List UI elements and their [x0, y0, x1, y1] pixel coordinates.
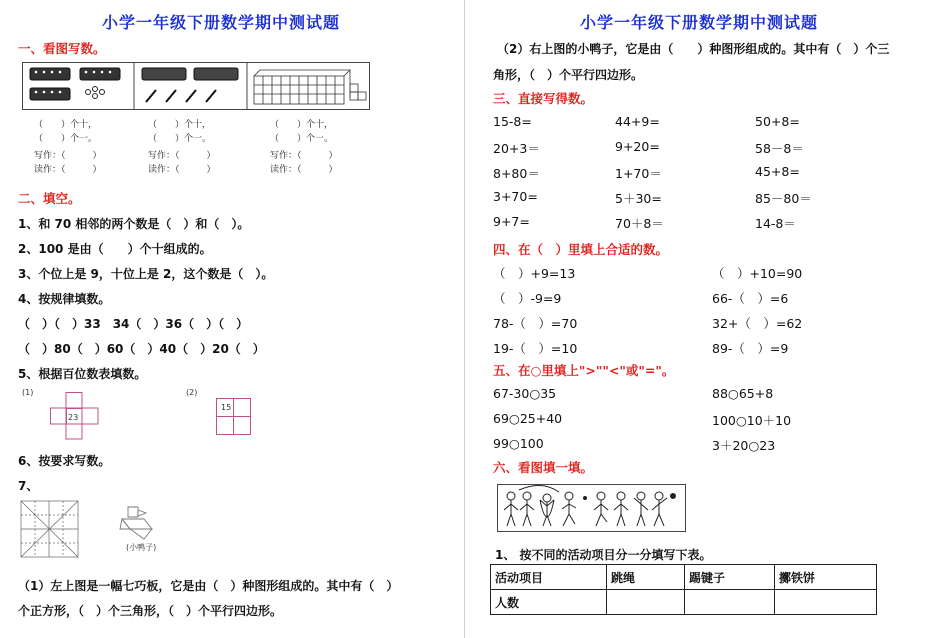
calc-r2c3: 58－8＝	[755, 141, 804, 156]
section-1-heading: 一、看图写数。	[18, 41, 106, 56]
calc-r5c1: 9+7=	[493, 214, 530, 229]
table-header-shuttlecock: 踢键子	[685, 565, 775, 590]
g1-ones: （ ）个一。	[34, 134, 98, 144]
fill-q4-seq2: （ ）80（ ）60（ ）40（ ）20（ ）	[18, 342, 265, 356]
table-cell-jump-rope-count[interactable]	[607, 590, 685, 615]
g1-tens: （ ）个十，	[34, 120, 98, 130]
calc-r4c2: 5＋30=	[615, 191, 662, 206]
blank-r1c1: （ ）+9=13	[493, 266, 576, 281]
blank-r2c1: （ ）-9=9	[493, 291, 562, 306]
g3-tens: （ ）个十，	[270, 120, 334, 130]
counting-pictures	[22, 62, 370, 110]
tangram-question-line2: 个正方形，（ ）个三角形，（ ）个平行四边形。	[18, 604, 283, 618]
g2-tens: （ ）个十，	[148, 120, 212, 130]
q5-number-23: 23	[68, 413, 79, 422]
table-question: 1、 按不同的活动项目分一分填写下表。	[495, 548, 712, 562]
g2-read: 读作：（ ）	[148, 165, 216, 175]
left-page-title: 小学一年级下册数学期中测试题	[102, 13, 341, 32]
compare-r1c2: 88○65+8	[712, 386, 774, 401]
fill-q7: 7、	[18, 479, 39, 493]
calc-r3c3: 45+8=	[755, 164, 800, 179]
duckling-question-line1: （2）右上图的小鸭子，它是由（ ）种图形组成的。其中有（ ）个三	[497, 42, 890, 56]
table-header-jump-rope: 跳绳	[607, 565, 685, 590]
table-cell-shuttlecock-count[interactable]	[685, 590, 775, 615]
g3-write: 写作：（ ）	[270, 151, 338, 161]
blank-r4c2: 89-（ ）=9	[712, 341, 789, 356]
calc-r5c2: 70＋8＝	[615, 216, 664, 231]
q5-label-1: (1)	[22, 388, 34, 397]
g3-ones: （ ）个一。	[270, 134, 334, 144]
calc-r2c2: 9+20=	[615, 139, 660, 154]
table-header-discus: 擲铁饼	[775, 565, 877, 590]
q5-label-2: (2)	[186, 388, 198, 397]
section-4-heading: 四、在（ ）里填上合适的数。	[493, 242, 669, 257]
table-cell-discus-count[interactable]	[775, 590, 877, 615]
fill-q6: 6、按要求写数。	[18, 454, 111, 468]
children-activity-picture	[497, 484, 686, 532]
calc-r2c1: 20+3＝	[493, 141, 540, 156]
section-2-heading: 二、填空。	[18, 191, 81, 206]
q5-number-15: 15	[221, 403, 232, 412]
calc-r1c2: 44+9=	[615, 114, 660, 129]
g3-read: 读作：（ ）	[270, 165, 338, 175]
calc-r1c3: 50+8=	[755, 114, 800, 129]
blank-r3c1: 78-（ ）=70	[493, 316, 578, 331]
section-6-heading: 六、看图填一填。	[493, 460, 594, 475]
g1-read: 读作：（ ）	[34, 165, 102, 175]
table-row	[491, 590, 877, 615]
section-5-heading: 五、在○里填上">""<"或"="。	[493, 363, 675, 378]
blank-r4c1: 19-（ ）=10	[493, 341, 578, 356]
g2-ones: （ ）个一。	[148, 134, 212, 144]
table-header-activity: 活动项目	[491, 565, 607, 590]
calc-r4c3: 85－80＝	[755, 191, 812, 206]
calc-r4c1: 3+70=	[493, 189, 538, 204]
section-3-heading: 三、直接写得数。	[493, 91, 594, 106]
blank-r2c2: 66-（ ）=6	[712, 291, 789, 306]
tangram-figure	[20, 500, 80, 558]
duckling-caption: (小鸭子)	[126, 543, 157, 552]
activity-table	[490, 564, 877, 615]
page-divider	[464, 0, 465, 638]
right-page-title: 小学一年级下册数学期中测试题	[580, 13, 819, 32]
compare-r3c1: 99○100	[493, 436, 544, 451]
calc-r3c2: 1+70＝	[615, 166, 662, 181]
blank-r1c2: （ ）+10=90	[712, 266, 803, 281]
compare-r2c2: 100○10＋10	[712, 413, 792, 428]
calc-r1c1: 15-8=	[493, 114, 532, 129]
table-row	[491, 565, 877, 590]
calc-r5c3: 14-8＝	[755, 216, 796, 231]
table-row-label-count: 人数	[491, 590, 607, 615]
compare-r2c1: 69○25+40	[493, 411, 563, 426]
blank-r3c2: 32+（ ）=62	[712, 316, 803, 331]
g2-write: 写作：（ ）	[148, 151, 216, 161]
fill-q5: 5、根据百位数表填数。	[18, 367, 147, 381]
fill-q3: 3、个位上是 9，十位上是 2，这个数是（ ）。	[18, 267, 274, 281]
calc-r3c1: 8+80＝	[493, 166, 540, 181]
fill-q2: 2、100 是由（ ）个十组成的。	[18, 242, 212, 256]
fill-q4-seq1: （ ）（ ）33 34（ ）36（ ）（ ）	[18, 317, 249, 331]
fill-q1: 1、和 70 相邻的两个数是（ ）和（ ）。	[18, 217, 250, 231]
duckling-figure	[118, 505, 164, 541]
tangram-question-line1: （1）左上图是一幅七巧板，它是由（ ）种图形组成的。其中有（ ）	[18, 579, 399, 593]
compare-r3c2: 3＋20○23	[712, 438, 776, 453]
duckling-question-line2: 角形，（ ）个平行四边形。	[493, 68, 644, 82]
fill-q4: 4、按规律填数。	[18, 292, 111, 306]
compare-r1c1: 67-30○35	[493, 386, 557, 401]
g1-write: 写作：（ ）	[34, 151, 102, 161]
